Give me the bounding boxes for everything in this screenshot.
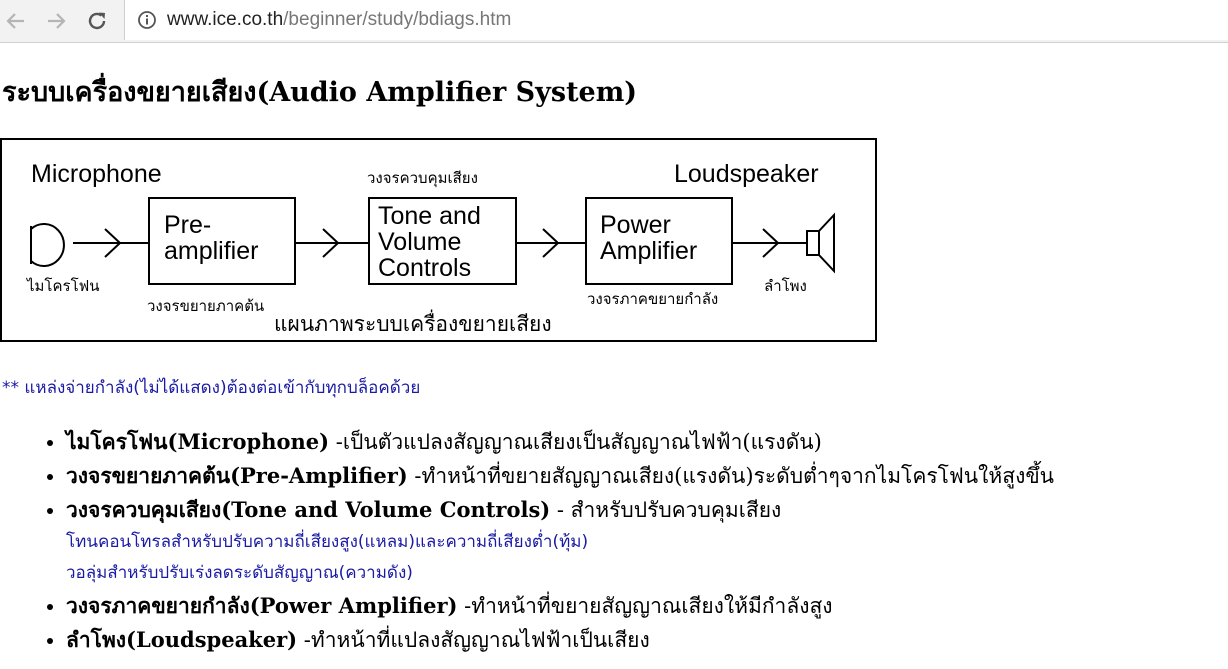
preamp-thai-label: วงจรขยายภาคต้น xyxy=(147,297,265,315)
list-item xyxy=(66,589,1054,623)
component-term: วงจรขยายภาคต้น(Pre-Amplifier) xyxy=(66,463,408,488)
back-button[interactable] xyxy=(4,9,28,33)
tone-volume-line-2: Volume xyxy=(378,228,462,256)
page-title: ระบบเครื่องขยายเสียง(Audio Amplifier System) xyxy=(2,77,638,108)
loudspeaker-label: Loudspeaker xyxy=(674,160,819,188)
diagram-caption: แผนภาพระบบเครื่องขยายเสียง xyxy=(274,312,552,336)
component-list xyxy=(38,425,1054,657)
arrow-right-icon xyxy=(44,9,68,33)
component-term: ไมโครโฟน(Microphone) xyxy=(66,429,330,454)
volume-note: วอลุ่มสำหรับปรับเร่งลดระดับสัญญาณ(ความดัง) xyxy=(66,563,413,583)
loudspeaker-thai-label: ลำโพง xyxy=(764,277,807,295)
preamp-line-2: amplifier xyxy=(164,237,259,265)
url-host: www.ice.co.th xyxy=(167,9,284,30)
list-item xyxy=(66,425,1054,459)
reload-button[interactable] xyxy=(85,9,109,33)
list-item xyxy=(66,623,1054,657)
power-amp-thai-label: วงจรภาคขยายกำลัง xyxy=(587,290,719,308)
component-term: วงจรภาคขยายกำลัง(Power Amplifier) xyxy=(66,593,458,618)
loudspeaker-icon xyxy=(807,215,834,271)
component-description: -ทำหน้าที่ขยายสัญญาณเสียงให้มีกำลังสูง xyxy=(457,594,833,618)
url-text[interactable] xyxy=(167,9,511,31)
component-description: -เป็นตัวแปลงสัญญาณเสียงเป็นสัญญาณไฟฟ้า(แรงดัน) xyxy=(329,430,822,454)
url-path: /beginner/study/bdiags.htm xyxy=(283,9,512,30)
list-item xyxy=(66,493,1054,589)
arrow-left-icon xyxy=(4,9,28,33)
tone-volume-thai-label: วงจรควบคุมเสียง xyxy=(367,169,478,187)
microphone-label: Microphone xyxy=(31,160,162,188)
address-bar[interactable] xyxy=(124,0,1228,40)
browser-toolbar xyxy=(0,0,1228,43)
component-description: - สำหรับปรับควบคุมเสียง xyxy=(550,498,782,522)
tone-control-note: โทนคอนโทรลสำหรับปรับความถี่เสียงสูง(แหลม)และความถี่เสียงต่ำ(ทุ้ม) xyxy=(66,532,589,552)
power-amp-line-1: Power xyxy=(600,211,671,239)
power-supply-note: ** แหล่งจ่ายกำลัง(ไม่ได้แสดง)ต้องต่อเข้ากับทุกบล็อคด้วย xyxy=(2,378,421,398)
power-amp-label xyxy=(600,212,697,264)
tone-volume-line-1: Tone and xyxy=(378,202,481,230)
block-diagram xyxy=(0,138,877,342)
reload-icon xyxy=(85,9,109,33)
list-item xyxy=(66,459,1054,493)
component-term: วงจรควบคุมเสียง(Tone and Volume Controls) xyxy=(66,497,551,522)
microphone-thai-label: ไมโครโฟน xyxy=(27,277,100,295)
component-term: ลำโพง(Loudspeaker) xyxy=(66,627,298,652)
preamp-line-1: Pre- xyxy=(164,211,212,239)
component-description: -ทำหน้าที่แปลงสัญญาณไฟฟ้าเป็นเสียง xyxy=(297,628,650,652)
info-icon[interactable] xyxy=(137,10,157,30)
microphone-icon xyxy=(31,224,64,266)
preamp-label xyxy=(164,212,258,264)
forward-button[interactable] xyxy=(44,9,68,33)
component-description: -ทำหน้าที่ขยายสัญญาณเสียง(แรงดัน)ระดับต่ำๆจากไมโครโฟนให้สูงขึ้น xyxy=(407,464,1055,488)
tone-volume-label xyxy=(378,203,481,281)
power-amp-line-2: Amplifier xyxy=(600,237,698,265)
tone-volume-line-3: Controls xyxy=(378,254,472,282)
